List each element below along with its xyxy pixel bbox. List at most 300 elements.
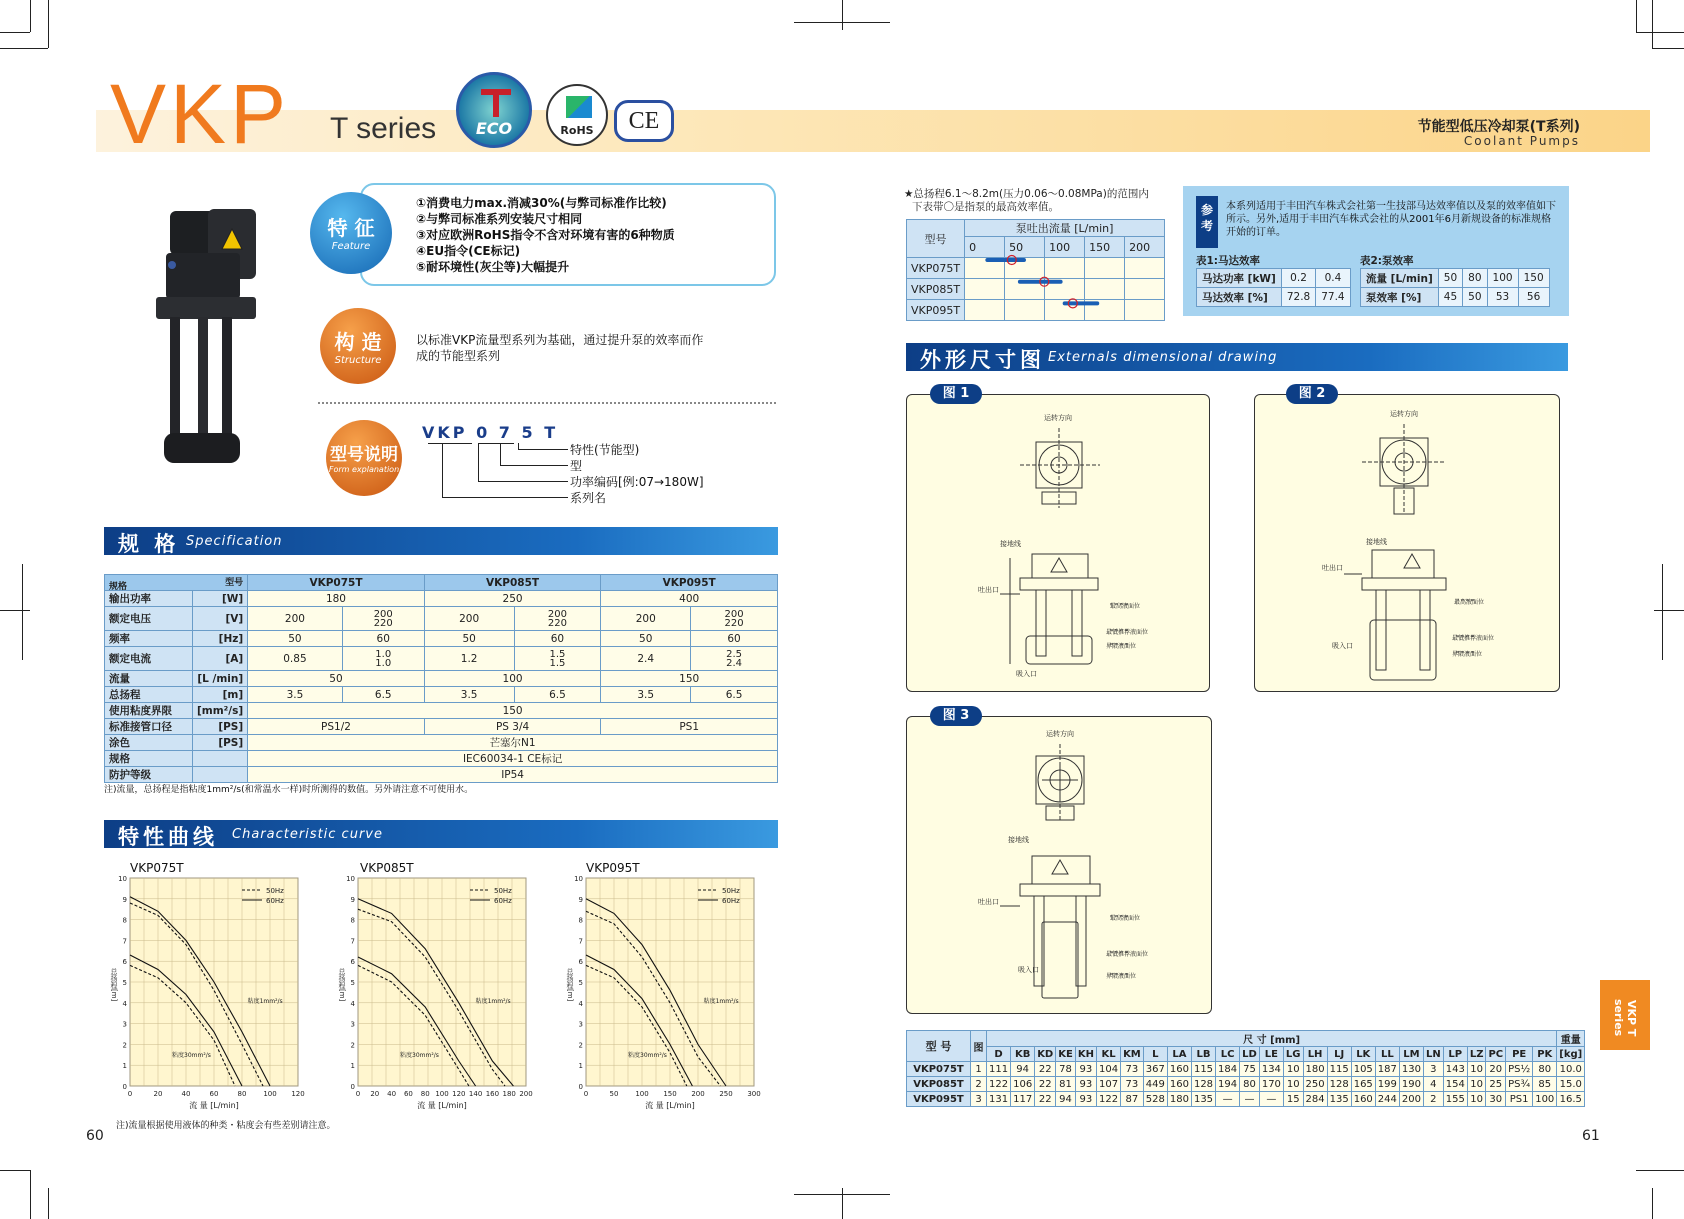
series-label: T series	[330, 112, 437, 145]
x-tick-label: 0	[355, 1090, 361, 1098]
y-tick-label: 7	[122, 937, 127, 946]
dim-cell: 75	[1240, 1062, 1260, 1077]
dim-cell: 367	[1143, 1062, 1167, 1077]
model-header: VKP085T	[424, 575, 601, 591]
divider	[318, 402, 776, 404]
page-title-zh: 节能型低压冷却泵(T系列)	[1417, 119, 1580, 135]
limit-level-label: 界限液面位	[1106, 973, 1137, 980]
feature-badge: 特 征 Feature	[310, 192, 392, 274]
page-title-en: Coolant Pumps	[1463, 134, 1580, 148]
dim-col-header: PC	[1486, 1047, 1506, 1062]
y-tick-label: 3	[578, 1020, 583, 1029]
crop-mark	[0, 610, 30, 611]
inlet-label: 吸入口	[1332, 642, 1353, 650]
dim-col-header: PE	[1506, 1047, 1533, 1062]
model-header: VKP075T	[248, 575, 425, 591]
y-tick-label: 0	[350, 1083, 355, 1091]
model-part-label: 系列名	[570, 491, 607, 505]
x-tick-label: 250	[719, 1090, 733, 1098]
x-tick-label: 20	[153, 1090, 163, 1098]
dim-cell: 10.0	[1557, 1062, 1585, 1077]
dim-col-header: KL	[1096, 1047, 1120, 1062]
dim-cell: 85	[1533, 1077, 1557, 1092]
table-row: VKP095T	[907, 300, 1165, 321]
x-tick-label: 160	[485, 1090, 500, 1098]
inlet-label: 吸入口	[1018, 966, 1039, 974]
crop-mark	[794, 22, 890, 23]
viscosity-annotation: 粘度1mm²/s	[475, 997, 511, 1005]
motor-eff-title: 表1:马达效率	[1196, 255, 1261, 267]
dim-cell: 22	[1035, 1062, 1056, 1077]
dim-cell: 194	[1216, 1077, 1240, 1092]
max-level-label: 最高液面位	[1110, 603, 1141, 610]
y-tick-label: 10	[118, 875, 127, 883]
y-tick-label: 7	[578, 937, 583, 946]
x-tick-label: 200	[519, 1090, 533, 1098]
y-tick-label: 9	[578, 895, 583, 904]
x-tick-label: 120	[452, 1090, 466, 1098]
dim-cell: 100	[1533, 1092, 1557, 1107]
structure-text: 以标准VKP流量型系列为基础，通过提升泵的效率而作成的节能型系列	[416, 333, 704, 363]
chart-title: VKP095T	[586, 861, 640, 875]
crop-mark	[1636, 0, 1637, 32]
dim-cell: 122	[987, 1077, 1011, 1092]
dim-cell: 3	[971, 1092, 987, 1107]
dim-col-header: KM	[1121, 1047, 1144, 1062]
dim-col-header: LN	[1423, 1047, 1443, 1062]
dim-cell: 105	[1351, 1062, 1375, 1077]
dim-cell: 111	[987, 1062, 1011, 1077]
dim-cell: PS1	[1506, 1092, 1533, 1107]
page-number-right: 61	[1582, 1128, 1600, 1144]
y-axis-label: 总扬程[m]	[338, 968, 346, 1002]
table-row: 型号 泵吐出流量 [L/min]	[907, 220, 1165, 237]
y-tick-label: 7	[350, 937, 355, 946]
dim-cell: 165	[1351, 1077, 1375, 1092]
y-tick-label: 3	[350, 1020, 355, 1029]
crop-mark	[1654, 610, 1684, 611]
table-row: 规格 IEC60034-1 CE标记	[105, 751, 778, 767]
dim-col-header: KB	[1011, 1047, 1035, 1062]
leader-line	[478, 443, 479, 481]
min-level-label: 最低推荐液面位	[1452, 635, 1495, 642]
ce-badge-icon: CE	[614, 100, 674, 142]
dim-cell: 115	[1327, 1062, 1351, 1077]
dim-cell: 104	[1096, 1062, 1120, 1077]
dim-cell: 10	[1467, 1077, 1486, 1092]
dim-col-header: KD	[1035, 1047, 1056, 1062]
table-row: 流量 [L /min] 50 100 150	[105, 671, 778, 687]
pump-eff-table	[1360, 268, 1550, 307]
crop-mark	[842, 0, 843, 30]
crop-mark	[1652, 1188, 1653, 1219]
dim-col-header: LG	[1283, 1047, 1303, 1062]
dim-cell: 1	[971, 1062, 987, 1077]
crop-mark	[842, 1188, 843, 1219]
weight-unit: [kg]	[1557, 1047, 1585, 1062]
spec-note: 注)流量，总扬程是指粘度1mm²/s(和常温水一样)时所测得的数值。另外请注意不可使用水。	[104, 785, 474, 795]
y-tick-label: 2	[350, 1041, 355, 1050]
flow-range-bars	[965, 250, 1175, 316]
table-row	[907, 1047, 1585, 1062]
table-row	[907, 1077, 1585, 1092]
x-tick-label: 80	[420, 1090, 430, 1098]
dim-cell: —	[1216, 1092, 1240, 1107]
table-row: VKP085T	[907, 279, 1165, 300]
dim-cell: 160	[1167, 1062, 1191, 1077]
viscosity-annotation: 粘度30mm²/s	[628, 1051, 667, 1059]
dim-cell: 449	[1143, 1077, 1167, 1092]
viscosity-annotation: 粘度30mm²/s	[172, 1051, 211, 1059]
dim-cell: 73	[1121, 1077, 1144, 1092]
dim-col-header: LH	[1303, 1047, 1327, 1062]
y-tick-label: 1	[122, 1062, 127, 1071]
y-tick-label: 4	[578, 999, 583, 1008]
x-tick-label: 200	[691, 1090, 705, 1098]
x-tick-label: 40	[181, 1090, 191, 1098]
dim-cell: —	[1240, 1092, 1260, 1107]
rotation-label: 运转方向	[1046, 730, 1074, 738]
table-row: 频率 [Hz] 50 60 50 60 50 60	[105, 631, 778, 647]
table-row	[907, 1062, 1585, 1077]
dim-cell: 2	[1423, 1092, 1443, 1107]
table-row: 马达效率 [%] 72.8 77.4	[1197, 288, 1351, 307]
dim-cell: 187	[1375, 1062, 1399, 1077]
y-tick-label: 0	[122, 1083, 127, 1091]
x-tick-label: 100	[635, 1090, 649, 1098]
page-number-left: 60	[86, 1128, 104, 1144]
dim-cell: 170	[1259, 1077, 1283, 1092]
dim-col-header: LB	[1191, 1047, 1215, 1062]
feature-item: ④EU指令(CE标记)	[416, 244, 521, 258]
dim-cell: 30	[1486, 1092, 1506, 1107]
dim-col-header: LP	[1443, 1047, 1467, 1062]
dim-cell: 87	[1121, 1092, 1144, 1107]
figure-1-drawing	[960, 408, 1160, 680]
crop-mark	[1652, 0, 1653, 48]
min-level-label: 最低推荐液面位	[1106, 629, 1149, 636]
dim-cell: 128	[1327, 1077, 1351, 1092]
table-row: 流量 [L/min] 50 80 100 150	[1361, 269, 1550, 288]
y-tick-label: 9	[350, 895, 355, 904]
dim-cell: 160	[1167, 1077, 1191, 1092]
figure-2-tag: 图 2	[1286, 384, 1338, 404]
y-tick-label: 5	[578, 979, 583, 987]
dim-cell: 15	[1283, 1092, 1303, 1107]
corner-cell: 规格 型号	[105, 575, 248, 591]
viscosity-annotation: 粘度1mm²/s	[247, 997, 283, 1005]
y-tick-label: 10	[574, 875, 583, 883]
x-tick-label: 60	[209, 1090, 219, 1098]
min-level-label: 最低推荐液面位	[1106, 951, 1149, 958]
feature-item: ①消费电力max.消减30%(与弊司标准作比较)	[416, 196, 667, 210]
dim-cell: 528	[1143, 1092, 1167, 1107]
legend-label: 50Hz	[266, 887, 284, 895]
dim-cell: 117	[1011, 1092, 1035, 1107]
crop-mark	[0, 1170, 30, 1171]
y-tick-label: 5	[122, 979, 127, 987]
dim-cell: VKP075T	[907, 1062, 971, 1077]
legend-label: 50Hz	[722, 887, 740, 895]
model-part-label: 功率编码[例:07→180W]	[570, 475, 704, 489]
x-axis-label: 流 量 [L/min]	[645, 1101, 695, 1110]
y-tick-label: 2	[122, 1041, 127, 1050]
table-row: 总扬程 [m] 3.5 6.5 3.5 6.5 3.5 6.5	[105, 687, 778, 703]
crop-mark	[1662, 564, 1663, 660]
model-header: VKP095T	[601, 575, 778, 591]
figure-3-tag: 图 3	[930, 706, 982, 726]
dim-col-header: L	[1143, 1047, 1167, 1062]
x-tick-label: 120	[291, 1090, 305, 1098]
dim-cell: 200	[1399, 1092, 1423, 1107]
dim-col-header: LL	[1375, 1047, 1399, 1062]
dim-cell: 3	[1423, 1062, 1443, 1077]
x-tick-label: 40	[387, 1090, 397, 1098]
table-row: 标准接管口径 [PS] PS1/2 PS 3/4 PS1	[105, 719, 778, 735]
x-axis-label: 流 量 [L/min]	[189, 1101, 239, 1110]
pump-product-image	[150, 205, 265, 465]
crop-mark	[0, 48, 48, 49]
brand-logo: VKP	[110, 67, 291, 161]
dim-cell: 4	[1423, 1077, 1443, 1092]
dim-cell: 180	[1167, 1092, 1191, 1107]
table-row	[907, 1092, 1585, 1107]
dim-cell: PS½	[1506, 1062, 1533, 1077]
inlet-label: 吸入口	[1016, 670, 1037, 678]
x-tick-label: 20	[370, 1090, 380, 1098]
legend-label: 60Hz	[266, 897, 284, 905]
crop-mark	[30, 0, 31, 32]
dim-col-header: LD	[1240, 1047, 1260, 1062]
ground-label: 接地线	[1008, 836, 1029, 844]
dim-cell: 81	[1056, 1077, 1076, 1092]
crop-mark	[1636, 32, 1684, 33]
dim-cell: 15.0	[1557, 1077, 1585, 1092]
chart-title: VKP075T	[130, 861, 184, 875]
y-tick-label: 1	[578, 1062, 583, 1071]
model-part-label: 型	[570, 459, 583, 473]
crop-mark	[30, 1170, 31, 1219]
x-tick-label: 80	[237, 1090, 247, 1098]
dim-col-header: PK	[1533, 1047, 1557, 1062]
dim-cell: 244	[1375, 1092, 1399, 1107]
y-tick-label: 3	[122, 1020, 127, 1029]
crop-mark	[22, 564, 23, 660]
y-axis-label: 总扬程[m]	[566, 968, 574, 1002]
dim-col-header: LZ	[1467, 1047, 1486, 1062]
pump-eff-title: 表2:泵效率	[1360, 255, 1414, 267]
ground-label: 接地线	[1000, 540, 1021, 548]
dim-cell: 106	[1011, 1077, 1035, 1092]
dim-cell: 22	[1035, 1077, 1056, 1092]
dim-col-header: KH	[1075, 1047, 1096, 1062]
reference-tag: 参考	[1196, 196, 1218, 248]
curve-section-header: 特性曲线 Characteristic curve	[104, 820, 778, 848]
dim-cell: 22	[1035, 1092, 1056, 1107]
leader-line	[478, 481, 568, 482]
dim-cell: 284	[1303, 1092, 1327, 1107]
curve-chart-vkp095t	[568, 870, 778, 1110]
chart-title: VKP085T	[360, 861, 414, 875]
ground-label: 接地线	[1366, 538, 1387, 546]
y-tick-label: 6	[578, 958, 583, 967]
table-row	[105, 575, 778, 591]
leader-line	[518, 449, 568, 450]
table-row: 马达功率 [kW] 0.2 0.4	[1197, 269, 1351, 288]
table-row: 涂色 [PS] 芒塞尔N1	[105, 735, 778, 751]
dim-col-header: LC	[1216, 1047, 1240, 1062]
legend-label: 60Hz	[722, 897, 740, 905]
x-tick-label: 50	[609, 1090, 619, 1098]
legend-label: 60Hz	[494, 897, 512, 905]
table-row: 额定电压 [V] 200 200 220 200 200 220 200 200 220	[105, 607, 778, 631]
curve-note: 注)流量根据使用液体的种类・粘度会有些差别请注意。	[116, 1121, 336, 1131]
y-tick-label: 4	[350, 999, 355, 1008]
outlet-label: 吐出口	[1322, 564, 1343, 572]
table-row: 型 号 图 尺 寸 [mm] 重量	[907, 1031, 1585, 1047]
dim-col-header: D	[987, 1047, 1011, 1062]
y-tick-label: 2	[578, 1041, 583, 1050]
figure-3-drawing	[960, 726, 1160, 1006]
dim-cell: 107	[1096, 1077, 1120, 1092]
crop-mark	[48, 1188, 49, 1219]
dim-cell: 10	[1283, 1062, 1303, 1077]
dim-cell: 180	[1303, 1062, 1327, 1077]
viscosity-annotation: 粘度30mm²/s	[400, 1051, 439, 1059]
dim-cell: VKP085T	[907, 1077, 971, 1092]
dim-cell: 94	[1011, 1062, 1035, 1077]
x-tick-label: 140	[468, 1090, 483, 1098]
dim-cell: 154	[1443, 1077, 1467, 1092]
model-explanation-badge: 型号说明 Form explanation	[326, 420, 402, 496]
dimensions-table	[906, 1030, 1585, 1107]
y-tick-label: 0	[578, 1083, 583, 1091]
crop-mark	[48, 0, 49, 48]
side-index-tab: VKP T series	[1600, 980, 1650, 1050]
dim-cell: 73	[1121, 1062, 1144, 1077]
x-tick-label: 300	[747, 1090, 761, 1098]
limit-level-label: 界限液面位	[1452, 651, 1483, 658]
rotation-label: 运转方向	[1390, 410, 1418, 418]
max-level-label: 最高液面位	[1110, 915, 1141, 922]
y-tick-label: 4	[122, 999, 127, 1008]
leader-line	[500, 443, 501, 465]
x-tick-label: 0	[127, 1090, 133, 1098]
limit-level-label: 界限液面位	[1106, 643, 1137, 650]
model-part-label: 特性(节能型)	[570, 443, 640, 457]
rohs-badge-icon: RoHS	[546, 84, 608, 146]
dim-cell: 184	[1216, 1062, 1240, 1077]
flow-range-note: ★总扬程6.1～8.2m(压力0.06～0.08MPa)的范围内 下表带〇是指泵的最高效率值。	[904, 188, 1149, 213]
dim-cell: 250	[1303, 1077, 1327, 1092]
y-tick-label: 1	[350, 1062, 355, 1071]
table-row: 防护等级 IP54	[105, 767, 778, 783]
feature-item: ②与弊司标准系列安装尺寸相同	[416, 212, 583, 226]
dim-cell: 80	[1240, 1077, 1260, 1092]
dim-cell: 155	[1443, 1092, 1467, 1107]
dim-cell: PS¾	[1506, 1077, 1533, 1092]
leader-line	[478, 443, 514, 444]
dim-cell: 2	[971, 1077, 987, 1092]
dim-cell: 93	[1075, 1062, 1096, 1077]
reference-text: 本系列适用于丰田汽车株式会社第一生技部马达效率值以及泵的效率值如下所示。另外,适用于丰田汽车株式会社的从2001年6月新规设备的标准规格开始的订单。	[1226, 201, 1556, 238]
drawing-section-header: 外形尺寸图 Externals dimensional drawing	[906, 343, 1568, 371]
max-level-label: 最高液面位	[1454, 599, 1485, 606]
x-tick-label: 100	[263, 1090, 277, 1098]
x-tick-label: 0	[583, 1090, 589, 1098]
dim-cell: 190	[1399, 1077, 1423, 1092]
spec-table	[104, 574, 778, 783]
structure-badge: 构 造 Structure	[320, 308, 396, 384]
crop-mark	[1636, 1170, 1684, 1171]
dim-cell: 134	[1259, 1062, 1283, 1077]
table-row: 输出功率 [W] 180 250 400	[105, 591, 778, 607]
curve-chart-vkp085t	[340, 870, 550, 1110]
y-tick-label: 9	[122, 895, 127, 904]
dim-cell: —	[1259, 1092, 1283, 1107]
dim-cell: 143	[1443, 1062, 1467, 1077]
dim-cell: 94	[1056, 1092, 1076, 1107]
outlet-label: 吐出口	[978, 898, 999, 906]
dim-cell: 128	[1191, 1077, 1215, 1092]
crop-mark	[0, 32, 30, 33]
y-tick-label: 8	[350, 916, 355, 925]
x-axis-label: 流 量 [L/min]	[417, 1101, 467, 1110]
figure-1-tag: 图 1	[930, 384, 982, 404]
table-row: 额定电流 [A] 0.85 1.0 1.0 1.2 1.5 1.5 2.4 2.5 2.4	[105, 647, 778, 671]
dim-cell: 160	[1351, 1092, 1375, 1107]
leader-line	[500, 465, 568, 466]
dim-col-header: LA	[1167, 1047, 1191, 1062]
dim-cell: 135	[1191, 1092, 1215, 1107]
y-axis-label: 总扬程[m]	[110, 968, 118, 1002]
dim-cell: 115	[1191, 1062, 1215, 1077]
leader-line	[442, 443, 443, 497]
y-tick-label: 5	[350, 979, 355, 987]
dim-cell: 16.5	[1557, 1092, 1585, 1107]
dim-cell: 199	[1375, 1077, 1399, 1092]
table-row: VKP075T	[907, 258, 1165, 279]
motor-eff-table	[1196, 268, 1351, 307]
dim-cell: 20	[1486, 1062, 1506, 1077]
dim-col-header: LK	[1351, 1047, 1375, 1062]
dim-cell: 130	[1399, 1062, 1423, 1077]
leader-line	[428, 443, 472, 444]
dim-cell: 135	[1327, 1092, 1351, 1107]
y-tick-label: 8	[578, 916, 583, 925]
outlet-label: 吐出口	[978, 586, 999, 594]
eco-badge-icon: ECO	[456, 72, 532, 148]
leader-line	[442, 497, 568, 498]
rotation-label: 运转方向	[1044, 414, 1072, 422]
dim-cell: 80	[1533, 1062, 1557, 1077]
dim-cell: 122	[1096, 1092, 1120, 1107]
dim-cell: 10	[1467, 1092, 1486, 1107]
dim-cell: 93	[1075, 1092, 1096, 1107]
dim-col-header: LE	[1259, 1047, 1283, 1062]
curve-chart-vkp075t	[112, 870, 322, 1110]
dim-col-header: LM	[1399, 1047, 1423, 1062]
table-row: 0 50 100 150 200	[907, 237, 1165, 258]
dim-col-header: KE	[1056, 1047, 1076, 1062]
table-row: 使用粘度界限 [mm²/s] 150	[105, 703, 778, 719]
viscosity-annotation: 粘度1mm²/s	[703, 997, 739, 1005]
dim-cell: 78	[1056, 1062, 1076, 1077]
crop-mark	[1652, 48, 1684, 49]
y-tick-label: 6	[350, 958, 355, 967]
model-code: VKP 0 7 5 T	[422, 423, 559, 442]
feature-item: ⑤耐环境性(灰尘等)大幅提升	[416, 260, 570, 274]
